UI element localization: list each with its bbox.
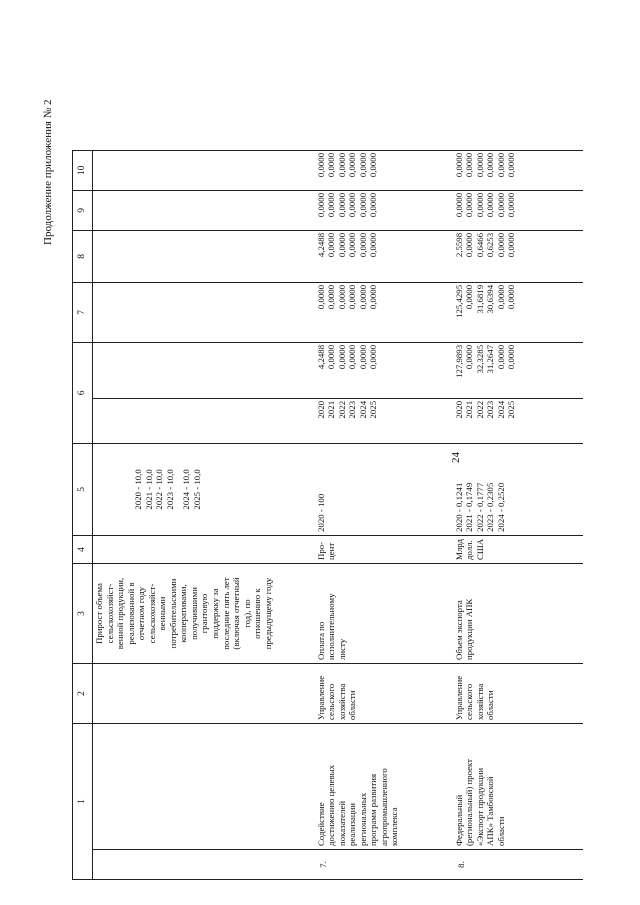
amount-value: 0,0000 <box>357 284 368 310</box>
indicator-line: отчетном году <box>136 586 147 641</box>
amount-value: 31,6819 <box>474 284 485 314</box>
amount-value: 0,0000 <box>464 284 475 310</box>
appendix-title: Продолжение приложения № 2 <box>42 99 54 245</box>
amount-value: 0,0000 <box>368 284 379 310</box>
executor-line: сельского <box>326 683 337 720</box>
amount-value: 0,0000 <box>495 152 506 178</box>
target-line: 2021 - 10,0 <box>143 469 154 510</box>
target-cell <box>453 443 583 535</box>
header-cell-9: 9 <box>73 190 93 230</box>
target-line: 2025 - 10,0 <box>191 469 202 510</box>
header-row <box>73 150 93 879</box>
regional-cell <box>315 230 453 282</box>
amount-value: 0,0000 <box>336 192 347 218</box>
target-line: 2020 - 100 <box>315 493 326 532</box>
event-name-cell <box>453 724 583 850</box>
extra-cell <box>315 150 453 190</box>
year-value: 2025 <box>368 400 379 419</box>
target-cell <box>93 443 315 535</box>
executor-line: области <box>485 690 496 720</box>
header-cell-2: 2 <box>73 664 93 724</box>
amount-value: 0,0000 <box>464 344 475 370</box>
amount-value: 0,0000 <box>357 344 368 370</box>
executor-line: Управление <box>315 675 326 720</box>
indicator-cell <box>315 564 453 664</box>
amount-value: 0,0000 <box>368 152 379 178</box>
amount-value: 0,0000 <box>336 152 347 178</box>
event-name-line: показателей <box>336 800 347 846</box>
total-cell <box>315 342 453 398</box>
year-value: 2021 <box>326 400 337 419</box>
amount-value: 0,0000 <box>495 232 506 258</box>
event-name-line: АПК» Тамбовской <box>485 776 496 846</box>
unit-line: США <box>474 538 485 560</box>
amount-value: 0,0000 <box>368 344 379 370</box>
amount-value: 127,9893 <box>453 344 464 378</box>
target-line: 2020 - 10,0 <box>133 469 143 510</box>
unit-cell <box>453 535 583 563</box>
target-line: 2021 - 0,1749 <box>464 482 475 532</box>
year-value: 2021 <box>464 400 475 419</box>
executor-line: сельского <box>464 683 475 720</box>
table-row-continued <box>93 150 315 879</box>
amount-value: 125,4295 <box>453 284 464 318</box>
total-cell <box>453 342 583 398</box>
amount-value: 0,0000 <box>506 232 517 258</box>
header-cell-10: 10 <box>73 150 93 190</box>
amount-value: 0,0000 <box>326 192 337 218</box>
amount-value: 0,0000 <box>474 192 485 218</box>
header-cell-4: 4 <box>73 535 93 563</box>
indicator-line: исполнительному <box>326 593 337 660</box>
amount-value: 0,0000 <box>347 192 358 218</box>
header-cell-5: 5 <box>73 443 93 535</box>
amount-value: 0,0000 <box>357 192 368 218</box>
amount-value: 0,0000 <box>368 192 379 218</box>
event-name-line: Федеральный <box>453 794 464 846</box>
amount-value: 0,0000 <box>506 152 517 178</box>
target-line: 2023 - 10,0 <box>164 469 175 510</box>
indicator-line: поддержку за <box>210 588 221 639</box>
year-value: 2020 <box>315 400 326 419</box>
amount-value: 0,0000 <box>495 284 506 310</box>
amount-value: 4,2488 <box>315 344 326 370</box>
executor-line: области <box>347 690 358 720</box>
target-line: 2024 - 0,2520 <box>495 482 506 532</box>
regional-cell <box>453 230 583 282</box>
amount-value: 0,0000 <box>485 192 496 218</box>
year-value: 2024 <box>357 400 368 419</box>
header-cell-1: 1 <box>73 724 93 880</box>
federal-cell <box>453 282 583 342</box>
year-value: 2022 <box>336 400 347 419</box>
unit-line: цент <box>326 542 337 560</box>
executor-line: хозяйства <box>474 683 485 720</box>
amount-value: 0,0000 <box>326 232 337 258</box>
executor-line: Управление <box>453 675 464 720</box>
amount-value: 0,0000 <box>474 152 485 178</box>
target-line: 2023 - 0,2305 <box>485 482 496 532</box>
year-cell <box>453 398 583 443</box>
amount-value: 0,0000 <box>495 344 506 370</box>
amount-value: 0,0000 <box>326 152 337 178</box>
table-row-8 <box>453 150 583 879</box>
indicator-line: продукции АПК <box>464 598 475 660</box>
executor-cell <box>453 664 583 724</box>
amount-value: 0,0000 <box>347 152 358 178</box>
event-name-line: региональных <box>357 792 368 846</box>
indicator-cell <box>453 564 583 664</box>
extra-cell <box>453 150 583 190</box>
unit-cell <box>315 535 453 563</box>
indicator-line: год), по <box>241 599 252 628</box>
indicator-line: реализованной в <box>125 582 136 645</box>
amount-value: 31,2647 <box>485 344 496 374</box>
amount-value: 0,0000 <box>315 192 326 218</box>
indicator-line: отношению к <box>252 588 263 639</box>
target-cell <box>315 443 453 535</box>
amount-value: 0,0000 <box>495 192 506 218</box>
amount-value: 0,0000 <box>506 284 517 310</box>
local-cell <box>453 190 583 230</box>
amount-value: 0,0000 <box>506 192 517 218</box>
amount-value: 0,0000 <box>464 232 475 258</box>
event-name-line: достижению целевых <box>326 765 337 846</box>
indicator-line: Прирост объема <box>94 583 104 644</box>
indicator-line: получившими <box>188 587 199 640</box>
amount-value: 0,0000 <box>336 284 347 310</box>
event-name-line: программ развития <box>368 774 379 846</box>
amount-value: 2,5598 <box>453 232 464 258</box>
header-cell-7: 7 <box>73 282 93 342</box>
indicator-line: сельскохозяйст- <box>146 583 157 644</box>
event-name-line: реализации <box>347 803 358 846</box>
amount-value: 0,0000 <box>347 232 358 258</box>
amount-value: 0,0000 <box>336 344 347 370</box>
indicator-line: потребительскими <box>167 578 178 649</box>
indicator-cell <box>93 564 315 664</box>
row-number: 8. <box>453 850 583 880</box>
amount-value: 0,0000 <box>326 284 337 310</box>
indicator-line: кооперативами, <box>178 584 189 643</box>
header-cell-6: 6 <box>73 342 93 443</box>
unit-line: долл. <box>464 540 475 560</box>
local-cell <box>315 190 453 230</box>
amount-value: 0,0000 <box>464 192 475 218</box>
event-name-line: агропромышленного <box>378 768 389 846</box>
header-cell-8: 8 <box>73 230 93 282</box>
page-number: 24 <box>450 452 462 463</box>
indicator-line: Объем экспорта <box>453 600 464 660</box>
amount-value: 0,0000 <box>336 232 347 258</box>
indicator-line: венными <box>157 596 168 631</box>
executor-cell <box>315 664 453 724</box>
program-table <box>72 150 583 880</box>
year-value: 2024 <box>495 400 506 419</box>
year-cell <box>315 398 453 443</box>
indicator-line: сельскохозяйст- <box>104 583 115 644</box>
amount-value: 4,2488 <box>315 232 326 258</box>
target-line: 2020 - 0,1241 <box>453 482 464 532</box>
event-name-line: комплекса <box>389 807 400 846</box>
event-name-line: области <box>495 816 506 846</box>
indicator-line: грантовую <box>199 593 210 634</box>
amount-value: 0,0000 <box>315 284 326 310</box>
amount-value: 0,0000 <box>453 152 464 178</box>
amount-value: 0,0000 <box>368 232 379 258</box>
amount-value: 0,0000 <box>485 152 496 178</box>
year-value: 2023 <box>347 400 358 419</box>
indicator-line: венной продукции, <box>115 577 126 650</box>
amount-value: 0,0000 <box>453 192 464 218</box>
indicator-line: предыдущему году <box>262 577 273 650</box>
event-name-cell <box>315 724 453 850</box>
amount-value: 0,6253 <box>485 232 496 258</box>
year-value: 2025 <box>506 400 517 419</box>
target-line: 2024 - 10,0 <box>181 469 192 510</box>
amount-value: 0,0000 <box>464 152 475 178</box>
federal-cell <box>315 282 453 342</box>
event-name-line: «Экспорт продукции <box>474 767 485 846</box>
table-row-7 <box>315 150 453 879</box>
amount-value: 0,0000 <box>347 284 358 310</box>
amount-value: 0,6466 <box>474 232 485 258</box>
indicator-line: последние пять лет <box>220 577 231 650</box>
amount-value: 0,0000 <box>506 344 517 370</box>
amount-value: 0,0000 <box>315 152 326 178</box>
event-name-line: Содействие <box>315 802 326 846</box>
amount-value: 0,0000 <box>357 232 368 258</box>
indicator-line: листу <box>336 638 347 660</box>
amount-value: 0,0000 <box>347 344 358 370</box>
year-value: 2020 <box>453 400 464 419</box>
indicator-line: Оплата по <box>315 621 326 660</box>
row-number: 7. <box>315 850 453 880</box>
year-value: 2022 <box>474 400 485 419</box>
amount-value: 0,0000 <box>326 344 337 370</box>
amount-value: 32,3285 <box>474 344 485 374</box>
amount-value: 30,6394 <box>485 284 496 314</box>
header-cell-3: 3 <box>73 564 93 664</box>
target-line: 2022 - 0,1777 <box>474 482 485 532</box>
unit-line: Млрд <box>453 539 464 560</box>
amount-value: 0,0000 <box>357 152 368 178</box>
unit-line: Про- <box>315 541 326 560</box>
event-name-line: (региональный) проект <box>464 758 475 846</box>
target-line: 2022 - 10,0 <box>154 469 165 510</box>
indicator-line: (включая отчетный <box>231 577 242 650</box>
executor-line: хозяйства <box>336 683 347 720</box>
year-value: 2023 <box>485 400 496 419</box>
